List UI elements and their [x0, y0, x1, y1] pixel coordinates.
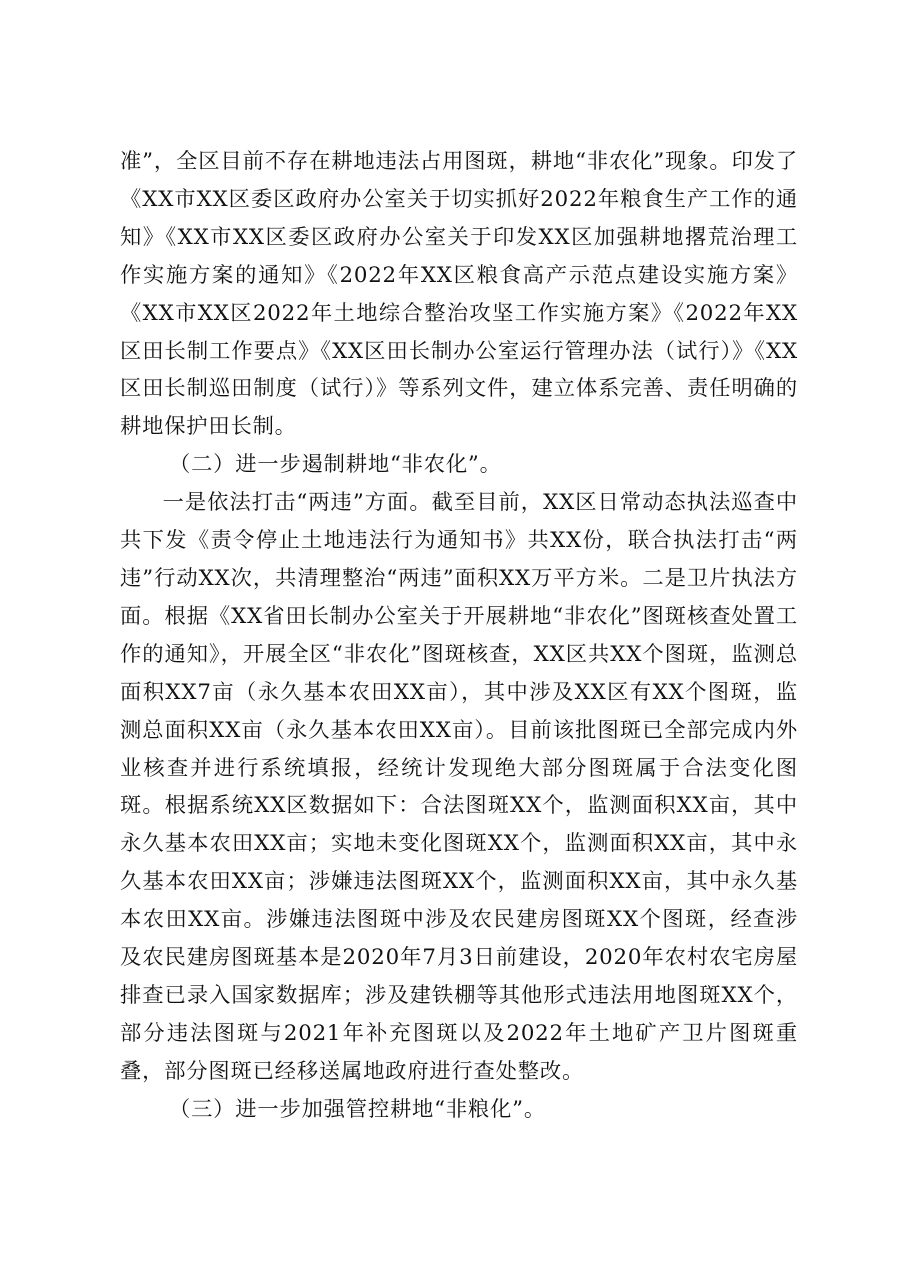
body-paragraph-continued: 准”，全区目前不存在耕地违法占用图斑，耕地“非农化”现象。印发了《XX市XX区委区政府办公室关于切实抓好2022年粮食生产工作的通知》《XX市XX区委区政府办公室关于印发XX区加强耕地撂荒治理工作实施方案的通知》《2022年XX区粮食高产示范点建设实施方案》《XX市XX区2022年土地综合整治攻坚工作实施方案》《2022年XX区田长制工作要点》《XX区田长制办公室运行管理办法（试行）》《XX区田长制巡田制度（试行）》等系列文件，建立体系完善、责任明确的耕地保护田长制。 [120, 149, 798, 440]
document-page [120, 143, 798, 1129]
section-heading-3: （三）进一步加强管控耕地“非粮化”。 [168, 1096, 546, 1122]
body-paragraph-section-2: 一是依法打击“两违”方面。截至目前，XX区日常动态执法巡查中共下发《责令停止土地违法行为通知书》共XX份，联合执法打击“两违”行动XX次，共清理整治“两违”面积XX万平方米。二是卫片执法方面。根据《XX省田长制办公室关于开展耕地“非农化”图斑核查处置工作的通知》，开展全区“非农化”图斑核查，XX区共XX个图斑，监测总面积XX7亩（永久基本农田XX亩），其中涉及XX区有XX个图斑，监测总面积XX亩（永久基本农田XX亩）。目前该批图斑已全部完成内外业核查并进行系统填报，经统计发现绝大部分图斑属于合法变化图斑。根据系统XX区数据如下：合法图斑XX个，监测面积XX亩，其中永久基本农田XX亩；实地未变化图斑XX个，监测面积XX亩，其中永久基本农田XX亩；涉嫌违法图斑XX个，监测面积XX亩，其中永久基本农田XX亩。涉嫌违法图斑中涉及农民建房图斑XX个图斑，经查涉及农民建房图斑基本是2020年7月3日前建设，2020年农村农宅房屋排查已录入国家数据库；涉及建铁棚等其他形式违法用地图斑XX个，部分违法图斑与2021年补充图斑以及2022年土地矿产卫片图斑重叠，部分图斑已经移送属地政府进行查处整改。 [120, 490, 798, 1084]
section-heading-2: （二）进一步遏制耕地“非农化”。 [168, 452, 502, 478]
